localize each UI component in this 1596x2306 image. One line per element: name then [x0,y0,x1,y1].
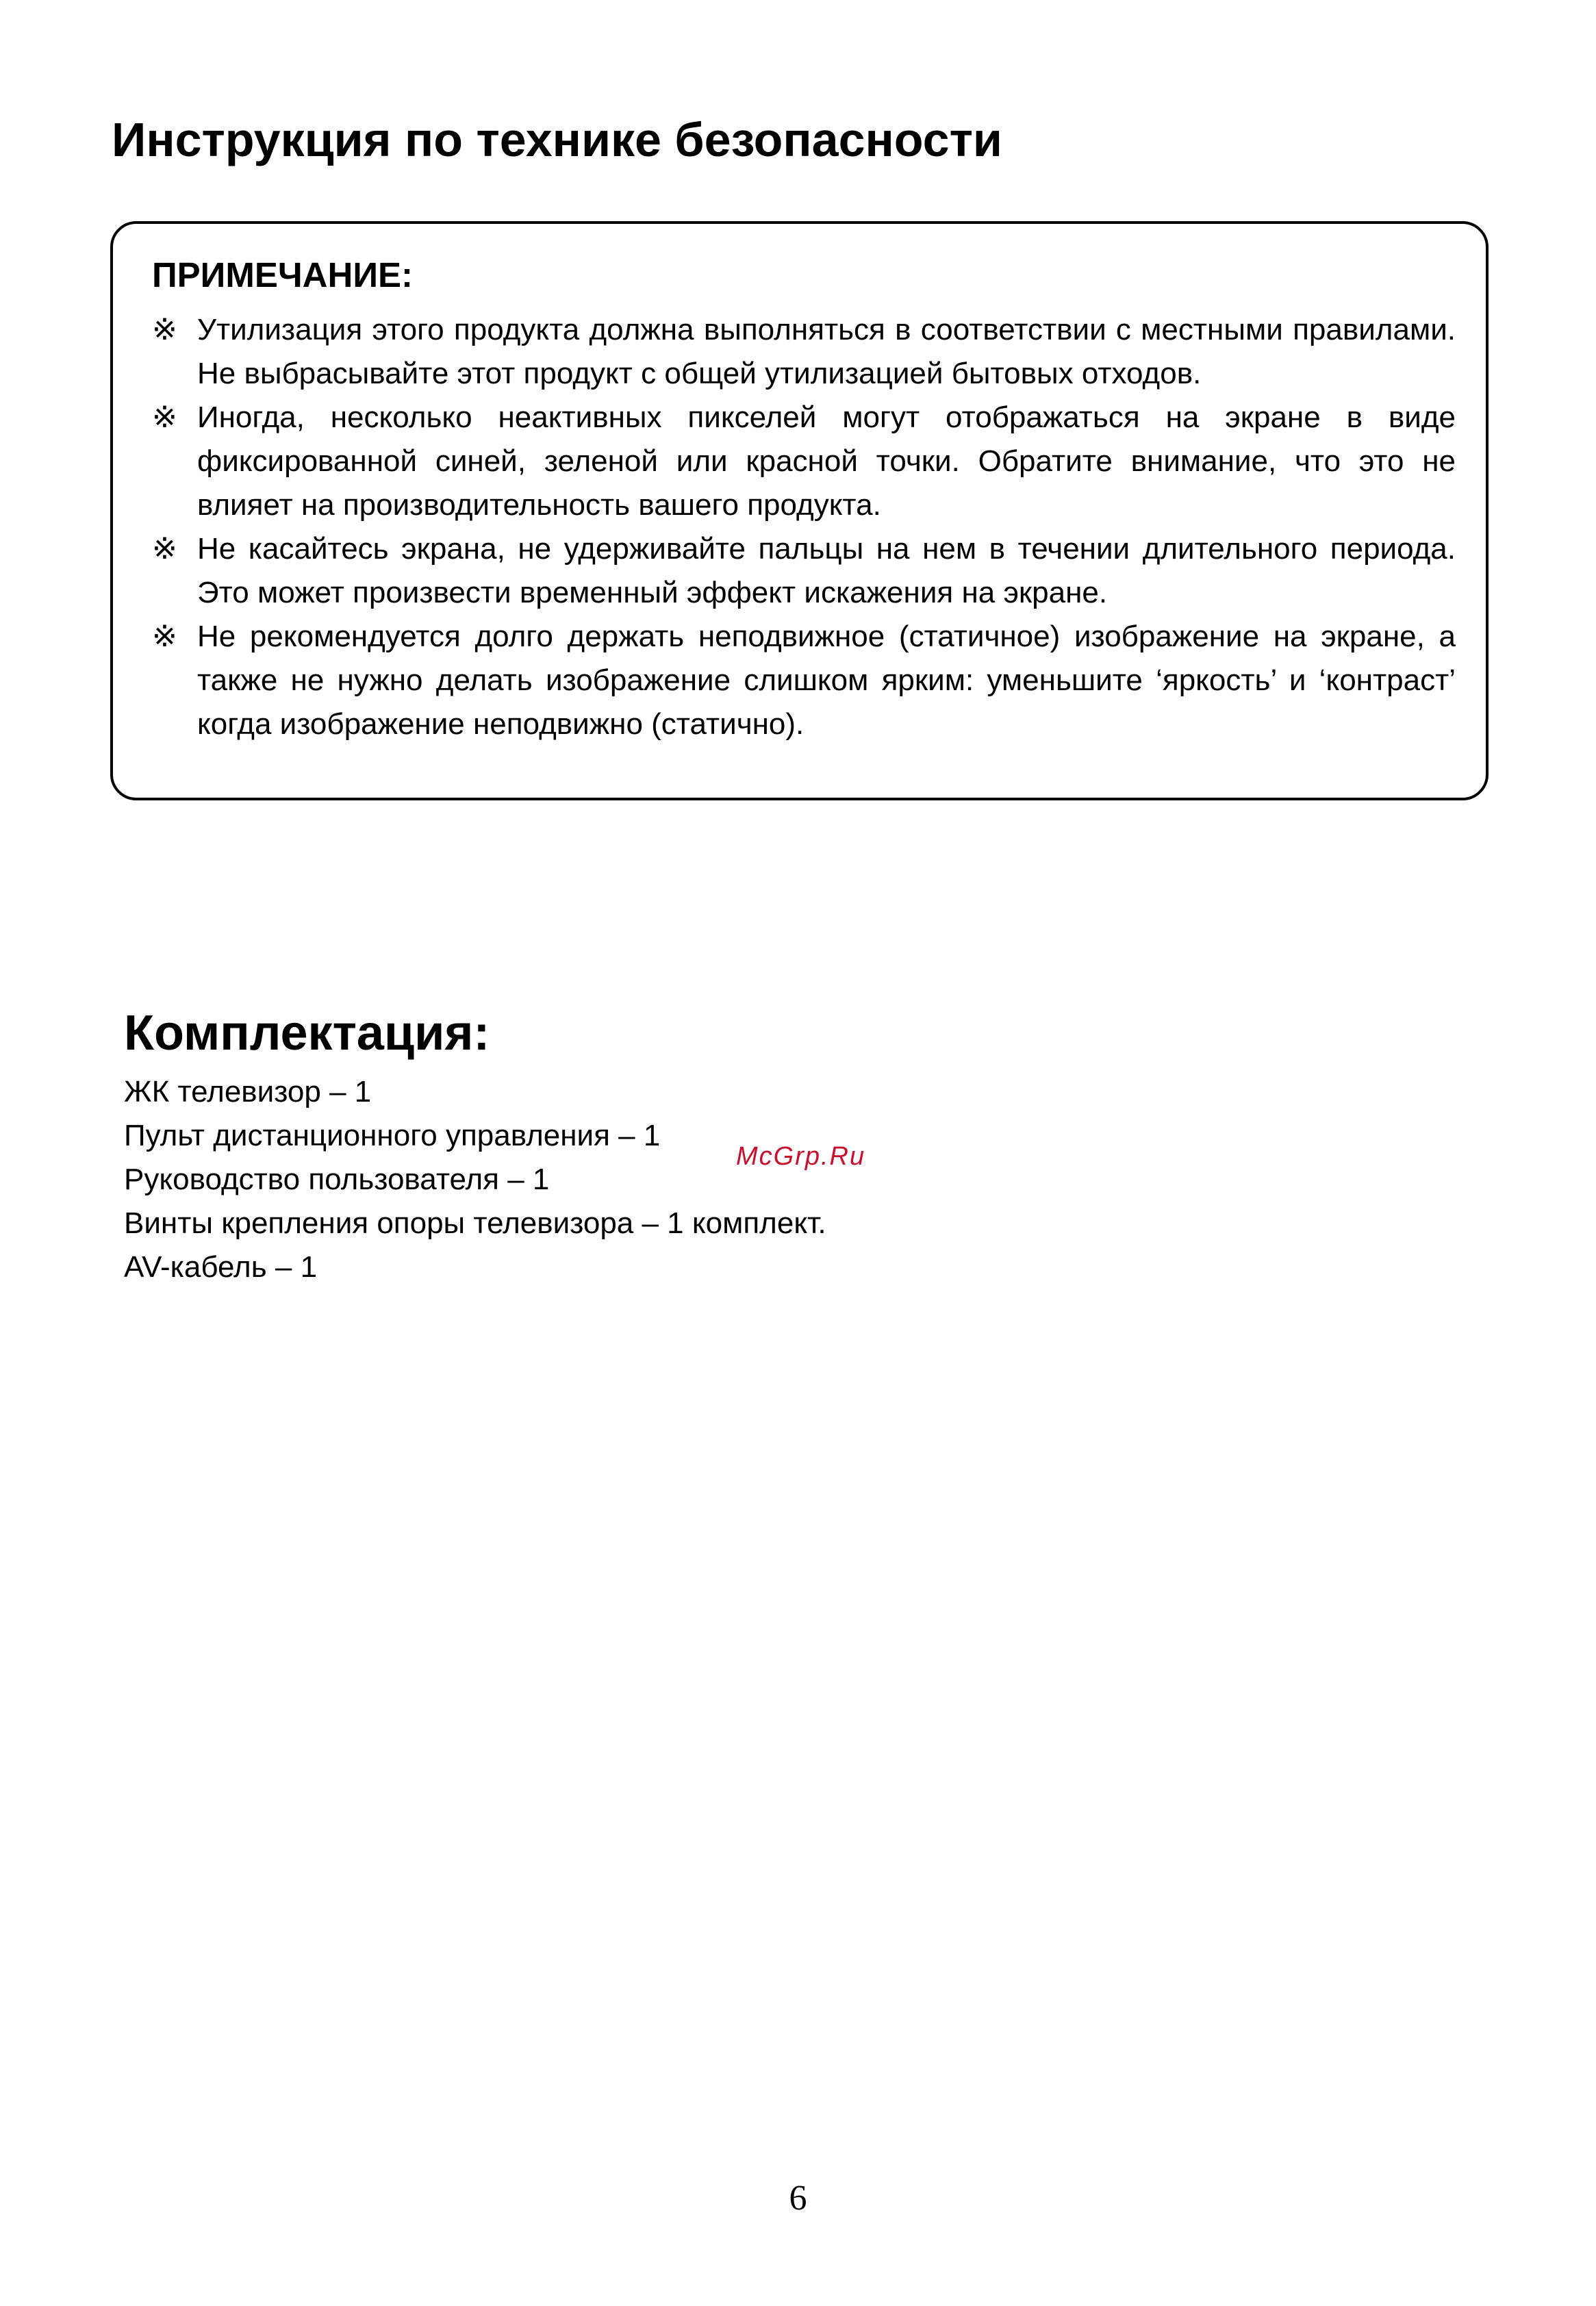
reference-mark-icon: ※ [152,312,177,347]
note-heading: ПРИМЕЧАНИЕ: [152,255,413,294]
page-title: Инструкция по технике безопасности [112,113,1002,166]
note-item [152,396,1456,527]
note-item [152,308,1456,396]
contents-item: Руководство пользователя – 1 [124,1163,550,1196]
note-item-text: Не рекомендуется долго держать неподвижное (статичное) изображение на экране, а также не нужно делать изображение слишком ярким: уменьшите ‘яркость’ и ‘контраст’ когда изображение неподвижно (статично). [197,620,1456,741]
note-item [152,527,1456,615]
reference-mark-icon: ※ [152,619,177,654]
reference-mark-icon: ※ [152,400,177,435]
note-list [152,308,1456,746]
contents-item: ЖК телевизор – 1 [124,1075,372,1108]
note-item-text: Иногда, несколько неактивных пикселей могут отображаться на экране в виде фиксированной синей, зеленой или красной точки. Обратите внимание, что это не влияет на производительность вашего продукта. [197,401,1456,522]
note-item [152,615,1456,746]
note-box [110,221,1489,800]
page-number: 6 [789,2179,807,2218]
contents-item: Винты крепления опоры телевизора – 1 комплект. [124,1206,826,1240]
contents-list [124,1070,826,1289]
contents-item: Пульт дистанционного управления – 1 [124,1119,661,1152]
note-item-text: Утилизация этого продукта должна выполняться в соответствии с местными правилами. Не выбрасывайте этот продукт с общей утилизацией бытовых отходов. [197,313,1456,390]
contents-title: Комплектация: [124,1006,490,1061]
reference-mark-icon: ※ [152,531,177,566]
watermark: McGrp.Ru [736,1142,866,1171]
note-item-text: Не касайтесь экрана, не удерживайте пальцы на нем в течении длительного периода. Это может произвести временный эффект искажения на экране. [197,532,1456,609]
contents-item: AV-кабель – 1 [124,1250,318,1284]
